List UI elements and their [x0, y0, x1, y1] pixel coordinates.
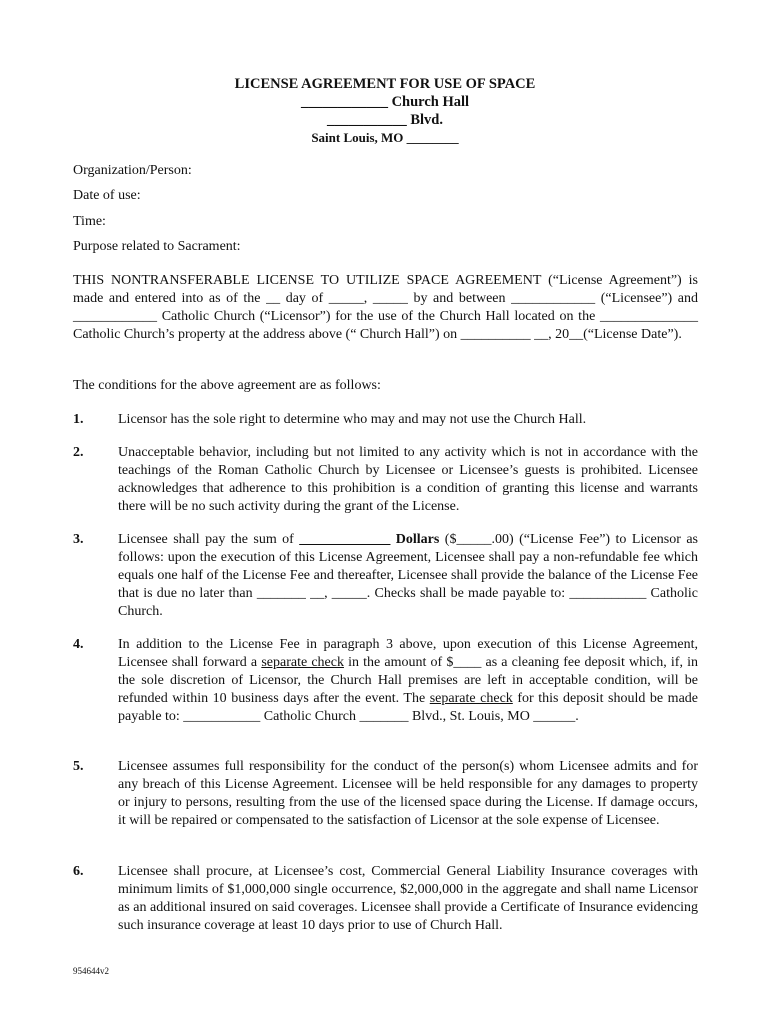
- address-blvd-line: ___________ Blvd.: [326, 112, 443, 128]
- item-number: 2.: [73, 445, 84, 460]
- item-text: Licensor has the sole right to determine who may and may not use the Church Hall.: [118, 412, 587, 427]
- item-text: Unacceptable behavior, including but not limited to any activity which is not in accordance with the teachings of the Roman Catholic Church by Licensee or Licensee’s guests is prohibited. Licensee acknowledges that adherence to this prohibition is a condition of granting this license and warrants there will be no such activity during the grant of the License.: [118, 445, 698, 514]
- purpose-field-label: Purpose related to Sacrament:: [73, 239, 241, 254]
- church-hall-line: ____________ Church Hall: [300, 94, 470, 110]
- conditions-intro: The conditions for the above agreement are as follows:: [73, 378, 381, 393]
- document-title: LICENSE AGREEMENT FOR USE OF SPACE: [234, 76, 536, 92]
- intro-paragraph: THIS NONTRANSFERABLE LICENSE TO UTILIZE SPACE AGREEMENT (“License Agreement”) is made and entered into as of the __ day of _____, _____ by and between ____________ (“Licensee”) and ____________ Catholic Church (“Licensor”) for the use of the Church Hall located on the ______________ Catholic Church’s property at the address above (“ Church Hall”) on __________ __, 20__(“License Date”).: [73, 273, 698, 342]
- item-number: 1.: [73, 412, 84, 427]
- item-text-part: ($_____.00) (“License Fee”) to Licensor as follows: upon the execution of this License Agreement, Licensee shall pay a non-refundable fee which equals one half of the License Fee and thereafter, Licensee shall provide the balance of the License Fee that is due no later than _______ __, _____. Checks shall be made payable to: ___________ Catholic Church.: [118, 532, 698, 619]
- item-number: 3.: [73, 532, 84, 547]
- item-number: 5.: [73, 759, 84, 774]
- item-text: Licensee shall procure, at Licensee’s cost, Commercial General Liability Insurance coverages with minimum limits of $1,000,000 single occurrence, $2,000,000 in the aggregate and shall name Licensor as an additional insured on said coverages. Licensee shall provide a Certificate of Insurance evidencing such insurance coverage at least 10 days prior to use of Church Hall.: [118, 864, 698, 933]
- item-text-part: Licensee shall pay the sum of: [118, 532, 300, 547]
- sum-blank: _____________: [299, 532, 391, 547]
- item-text-part: for this deposit should be made payable to: ___________ Catholic Church _______ Blvd., St. Louis, MO ______.: [118, 691, 698, 724]
- item-text-part: in the amount of $____ as a cleaning fee deposit which, if, in the sole discretion of Licensor, the Church Hall premises are left in acceptable condition, will be refunded within 10 business days after the event. The: [118, 655, 699, 706]
- dollars-label: Dollars: [390, 532, 440, 547]
- city-line: Saint Louis, MO ________: [311, 130, 459, 145]
- time-field-label: Time:: [73, 214, 106, 229]
- item-number: 6.: [73, 864, 84, 879]
- separate-check-underlined: separate check: [429, 691, 513, 706]
- item-text: [118, 531, 698, 621]
- date-field-label: Date of use:: [73, 188, 141, 203]
- item-text: Licensee assumes full responsibility for the conduct of the person(s) whom Licensee admits and for any breach of this License Agreement. Licensee will be held responsible for any damages to property or injury to persons, resulting from the use of the licensed space during the License. If damage occurs, it will be repaired or compensated to the satisfaction of Licensor at the sole expense of Licensee.: [118, 759, 698, 828]
- item-text-part: In addition to the License Fee in paragraph 3 above, upon execution of this License Agreement, Licensee shall forward a: [118, 637, 698, 670]
- item-number: 4.: [73, 637, 84, 652]
- document-id-footer: 954644v2: [73, 966, 109, 976]
- item-text: [118, 636, 698, 726]
- organization-field-label: Organization/Person:: [73, 163, 192, 178]
- separate-check-underlined: separate check: [261, 655, 344, 670]
